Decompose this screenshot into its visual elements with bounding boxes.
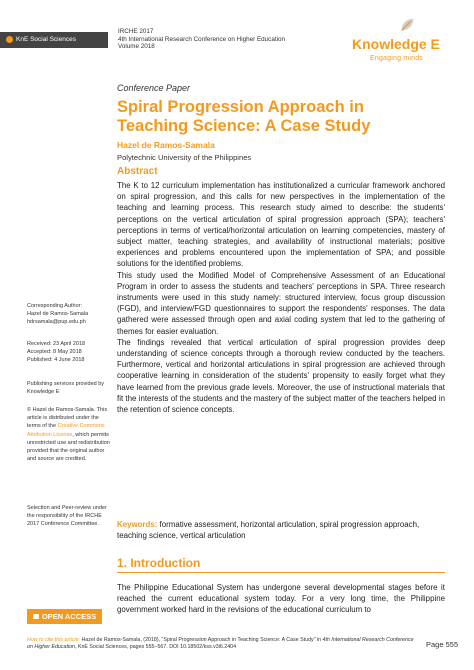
abstract-paragraph-2: This study used the Modified Model of Comprehensive Assessment of an Educational Program in order to assess the students and teachers' perceptions in SPA. Three research instruments were used in this study namely: structured interview, focus group discussion (FGD), and interview/FGD questionnaires to support the respondents' responses. The data gathered were assessed through open and axial coding system that led to the gathering of themes for easier evaluation.	[117, 270, 445, 336]
affiliation: Polytechnic University of the Philippines	[117, 153, 252, 162]
conf-line-3: Volume 2018	[118, 43, 155, 51]
peer-review-note: Selection and Peer-review under the responsibility of the IRCHE 2017 Conference Committee.	[27, 505, 107, 528]
cite-text: Hazel de Ramos-Samala, (2018), “Spiral Progression Approach in Teaching Science: A Case Study” in	[81, 637, 322, 643]
page-number: Page 555	[426, 640, 459, 649]
dates	[27, 340, 112, 365]
copyright-text: Hazel de Ramos-Samala. This article is distributed under the terms of the	[27, 407, 108, 430]
license-text: , which permits unrestricted use and redistribution provided that the original author and source are credited.	[27, 431, 110, 463]
cc-license-link[interactable]: Creative Commons Attribution License	[27, 423, 105, 438]
cite-rest[interactable]: , KnE Social Sciences, pages 555–567. DOI 10.18502/kss.v3i6.2404	[75, 644, 237, 650]
copyright-notice	[27, 406, 112, 463]
kne-badge	[0, 32, 108, 48]
knowledge-e-logo: Knowledge E	[352, 36, 440, 52]
open-access-badge	[27, 609, 102, 624]
kne-badge-label: KnE Social Sciences	[16, 36, 76, 43]
open-access-label: OPEN ACCESS	[41, 612, 97, 621]
copyright-icon: ©	[27, 407, 32, 413]
keywords-label: Keywords:	[117, 520, 158, 529]
published-date: Published: 4 June 2018	[27, 357, 85, 364]
abstract-body	[117, 180, 445, 415]
accepted-date: Accepted: 8 May 2018	[27, 349, 82, 356]
section-divider	[117, 572, 445, 573]
citation-footer	[27, 637, 419, 651]
corr-email[interactable]: hdrsamala@pup.edu.ph	[27, 319, 86, 326]
abstract-heading: Abstract	[117, 166, 158, 177]
cite-conference: 4th International Research Conference on Higher Education	[27, 637, 414, 650]
conference-info	[118, 28, 285, 51]
received-date: Received: 23 April 2018	[27, 341, 86, 347]
kne-logo-icon	[6, 36, 13, 43]
corr-label: Corresponding Author:	[27, 303, 83, 309]
knowledge-e-leaf-icon	[398, 16, 416, 34]
cite-label: How to cite this article:	[27, 637, 80, 643]
corr-name: Hazel de Ramos-Samala	[27, 311, 89, 318]
publishing-services: Publishing services provided by Knowledge E	[27, 381, 105, 396]
introduction-heading: 1. Introduction	[117, 556, 201, 570]
conf-line-1: IRCHE 2017	[118, 28, 154, 35]
paper-type: Conference Paper	[117, 83, 191, 93]
keywords	[117, 519, 445, 541]
lock-icon	[33, 614, 39, 619]
corresponding-author	[27, 302, 112, 327]
logo-tagline: Engaging minds	[370, 55, 423, 62]
abstract-paragraph-3: The findings revealed that vertical articulation of spiral progression provides deep understanding of science concepts through a thorough review conducted by the teachers. Furthermore, vertical and horizontal articulations in spiral progression are achieved through cooperative learning in consideration of the students' propensity to easily forget what they have learned from the previous grade levels. Moreover, the use of instructional materials that fit the interests of the students and the mastery of the subject matter of the teachers helped in the retention of science concepts.	[117, 337, 445, 415]
introduction-text: The Philippine Educational System has undergone several developmental stages before it reached the current educational system today. For a very long time, the Philippine government worked hard in the revisions of the educational curriculum to	[117, 583, 445, 615]
paper-title: Spiral Progression Approach in Teaching Science: A Case Study	[117, 98, 371, 135]
abstract-paragraph-1: The K to 12 curriculum implementation has institutionalized a curricular framework anchored on spiral progression, and this calls for new perspectives in the implementation of the teaching and learning process. This research study aimed to describe: the students' perceptions on the vertical articulation of spiral progression approach (SPA); teachers' perceptions in terms of vertical/horizontal articulation on learning competencies, mastery of subject matter, teaching strategies, and availability of instructional materials; positive experiences and problems encountered upon the implementation of SPA; and possible solutions for the identified problems.	[117, 181, 445, 269]
author-name: Hazel de Ramos-Samala	[117, 140, 215, 150]
conf-line-2: 4th International Research Conference on Higher Education	[118, 35, 285, 43]
keywords-text: formative assessment, horizontal articulation, spiral progression approach, teaching science, vertical articulation	[117, 520, 420, 541]
